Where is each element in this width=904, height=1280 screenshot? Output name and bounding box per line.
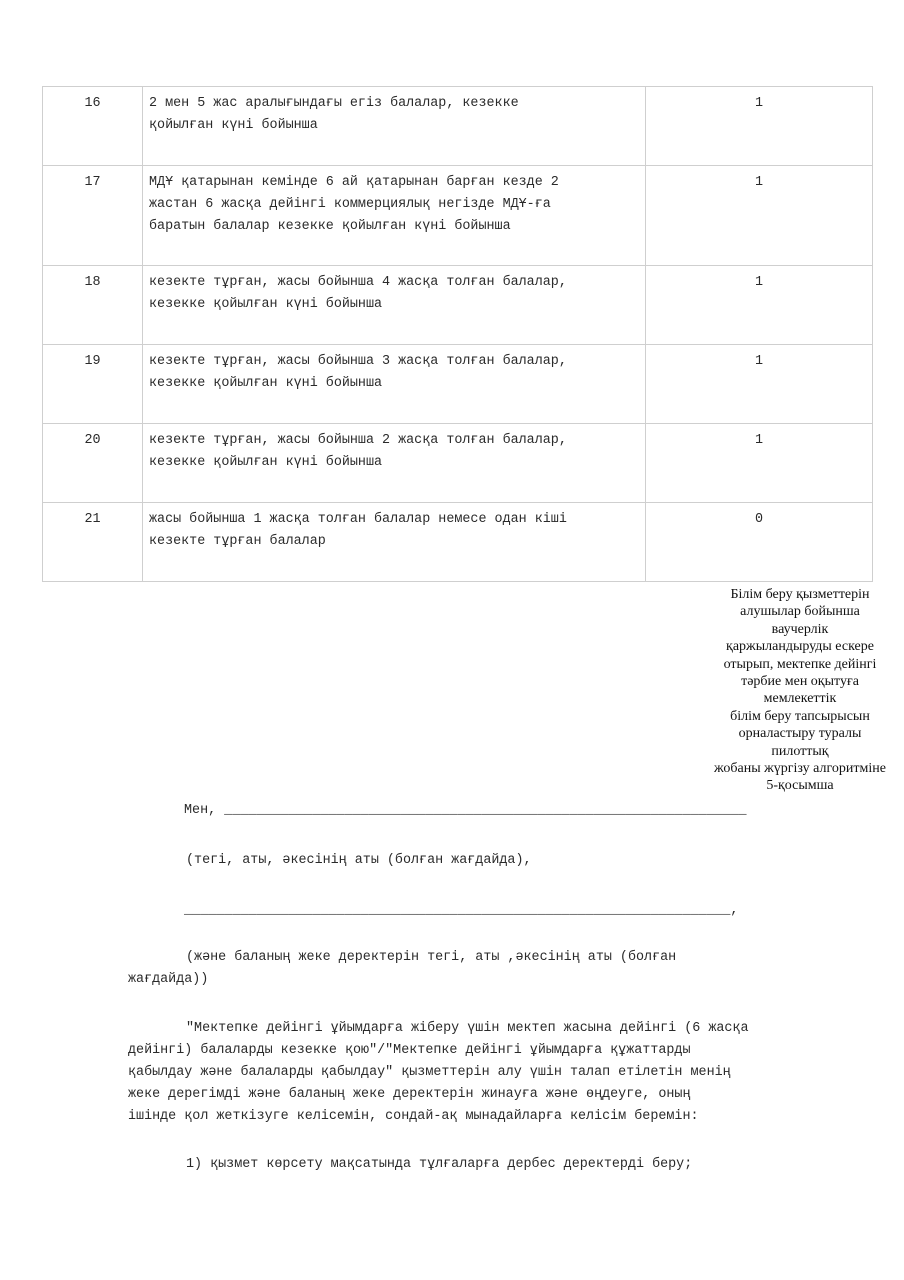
table-row	[43, 87, 873, 166]
consent-paragraph-line: дейінгі) балаларды кезекке қою"/"Мектепке дейінгі ұйымдарға құжаттарды	[128, 1043, 691, 1058]
row-number: 21	[43, 503, 143, 582]
consent-paragraph-line: жеке дерегімді және баланың жеке деректерін жинауға және өңдеуге, оның	[128, 1087, 691, 1102]
row-number: 19	[43, 345, 143, 424]
row-description	[143, 87, 646, 166]
consent-paragraph-line: қабылдау және балаларды қабылдау" қызметтерін алу үшін талап етілетін менің	[128, 1065, 731, 1080]
appendix-line: қаржыландыруды ескере	[726, 639, 874, 655]
appendix-line: жобаны жүргізу алгоритміне	[714, 761, 886, 777]
appendix-note	[700, 586, 900, 795]
row-description-line: кезекке қойылған күні бойынша	[149, 455, 383, 470]
consent-name-hint: (тегі, аты, әкесінің аты (болған жағдайда),	[186, 853, 532, 868]
row-description-line: кезекте тұрған балалар	[149, 534, 326, 549]
appendix-line: тәрбие мен оқытуға	[741, 674, 859, 690]
consent-paragraph-line: "Мектепке дейінгі ұйымдарға жіберу үшін мектеп жасына дейінгі (6 жасқа	[186, 1021, 749, 1036]
row-description-line: МДҰ қатарынан кемінде 6 ай қатарынан барған кезде 2	[149, 175, 559, 190]
row-description-line: 2 мен 5 жас аралығындағы егіз балалар, кезекке	[149, 96, 519, 111]
appendix-line: ваучерлік	[771, 621, 829, 637]
consent-item-1: 1) қызмет көрсету мақсатында тұлғаларға дербес деректерді беру;	[186, 1157, 693, 1172]
row-description-line: жастан 6 жасқа дейінгі коммерциялық негізде МДҰ-ға	[149, 197, 551, 212]
row-description	[143, 166, 646, 266]
row-value: 1	[646, 345, 873, 424]
consent-child-hint-2: жағдайда))	[128, 972, 209, 987]
row-value: 0	[646, 503, 873, 582]
appendix-line: мемлекеттік	[763, 691, 837, 707]
row-description-line: қойылған күні бойынша	[149, 118, 318, 133]
row-description	[143, 424, 646, 503]
row-description-line: жасы бойынша 1 жасқа толған балалар немесе одан кіші	[149, 512, 567, 527]
row-number: 20	[43, 424, 143, 503]
row-value: 1	[646, 166, 873, 266]
row-number: 18	[43, 266, 143, 345]
row-value: 1	[646, 266, 873, 345]
table-row	[43, 166, 873, 266]
priority-table	[42, 86, 873, 582]
appendix-line: Білім беру қызметтерін	[730, 587, 870, 602]
consent-child-hint-1: (және баланың жеке деректерін тегі, аты ,әкесінің аты (болған	[186, 950, 677, 965]
appendix-line: отырып, мектепке дейінгі	[723, 656, 877, 672]
row-number: 17	[43, 166, 143, 266]
row-number: 16	[43, 87, 143, 166]
table-row	[43, 345, 873, 424]
row-description-line: кезекте тұрған, жасы бойынша 4 жасқа толған балалар,	[149, 275, 567, 290]
consent-paragraph-line: ішінде қол жеткізуге келісемін, сондай-ақ мынадайларға келісім беремін:	[128, 1109, 699, 1124]
appendix-line: білім беру тапсырысын	[730, 708, 870, 724]
consent-name-line: Мен, _________________________________________________________________	[184, 803, 747, 818]
row-description	[143, 266, 646, 345]
row-value: 1	[646, 424, 873, 503]
row-description	[143, 345, 646, 424]
consent-child-line: ____________________________________________________________________,	[184, 903, 739, 918]
row-value: 1	[646, 87, 873, 166]
row-description-line: кезекте тұрған, жасы бойынша 2 жасқа толған балалар,	[149, 433, 567, 448]
row-description-line: баратын балалар кезекке қойылған күні бойынша	[149, 219, 511, 234]
table-row	[43, 424, 873, 503]
appendix-line: алушылар бойынша	[740, 604, 860, 620]
appendix-line: пилоттық	[771, 743, 829, 759]
appendix-line: орналастыру туралы	[738, 726, 862, 742]
row-description-line: кезекте тұрған, жасы бойынша 3 жасқа толған балалар,	[149, 354, 567, 369]
table-row	[43, 266, 873, 345]
row-description	[143, 503, 646, 582]
table-row	[43, 503, 873, 582]
row-description-line: кезекке қойылған күні бойынша	[149, 376, 383, 391]
appendix-line: 5-қосымша	[766, 778, 834, 794]
row-description-line: кезекке қойылған күні бойынша	[149, 297, 383, 312]
